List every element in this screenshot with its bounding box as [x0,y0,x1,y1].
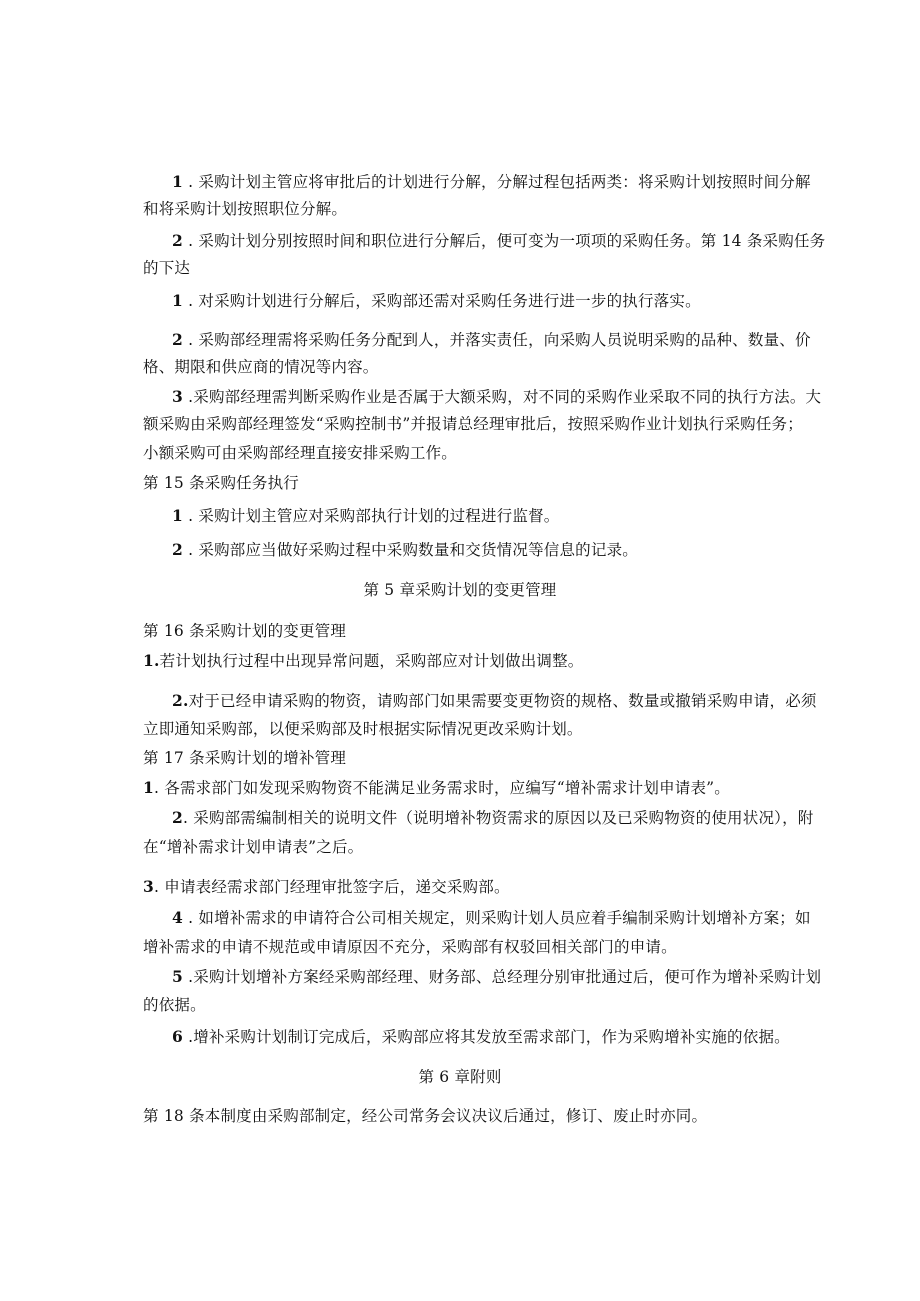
chapter-title-text: 第 6 章附则 [418,1068,502,1086]
article-15-item-1 [172,506,559,526]
task-item-3-line-1 [172,387,821,407]
item-number: 3 [172,387,183,406]
item-number: 5 [172,967,183,986]
article-16-item-2-line-2 [143,719,583,739]
line-text: . 申请表经需求部门经理审批签字后，递交采购部。 [154,878,510,896]
heading-text: 第 16 条采购计划的变更管理 [143,622,347,640]
heading-text: 第 15 条采购任务执行 [143,474,299,492]
line-text: 额采购由采购部经理签发“采购控制书”并报请总经理审批后，按照采购作业计划执行采购任务； [143,415,803,433]
item-number: 1 [172,291,183,310]
chapter-5-title [0,580,920,600]
item-number: 3 [143,877,154,896]
heading-text: 第 17 条采购计划的增补管理 [143,749,347,767]
chapter-title-text: 第 5 章采购计划的变更管理 [363,581,557,599]
article-16-item-2-line-1 [172,691,817,711]
article-17-item-3 [143,877,510,897]
line-text: 对于已经申请采购的物资，请购部门如果需要变更物资的规格、数量或撤销采购申请，必须 [188,692,817,710]
line-text: . 采购部应当做好采购过程中采购数量和交货情况等信息的记录。 [183,541,638,559]
para-14-item-2-line-2 [143,258,190,278]
line-text: 立即通知采购部，以便采购部及时根据实际情况更改采购计划。 [143,720,583,738]
article-16-heading [143,621,346,641]
line-text: .增补采购计划制订完成后，采购部应将其发放至需求部门，作为采购增补实施的依据。 [183,1028,790,1046]
item-number: 6 [172,1027,183,1046]
para-14-item-2-line-1 [172,231,825,251]
line-text: . 采购计划分别按照时间和职位进行分解后，便可变为一项项的采购任务。第 14 条采购任务 [183,232,826,250]
article-18 [143,1106,707,1126]
line-text: 的下达 [143,259,191,277]
article-17-item-4-line-1 [172,908,811,928]
item-number: 1 [172,506,183,525]
article-17-item-5-line-2 [143,995,206,1015]
item-number: 2. [172,691,189,710]
task-item-3-line-2 [143,414,803,434]
item-number: 2 [172,330,183,349]
article-15-heading [143,473,299,493]
line-text: . 采购部需编制相关的说明文件（说明增补物资需求的原因以及已采购物资的使用状况），附 [183,809,814,827]
line-text: 的依据。 [143,996,206,1014]
article-17-item-2-line-2 [143,837,363,857]
item-number: 1. [143,651,160,670]
article-16-item-1 [143,651,584,671]
article-17-item-5-line-1 [172,967,821,987]
task-item-1 [172,291,701,311]
para-14-item-1-line-1 [172,172,811,192]
line-text: 增补需求的申请不规范或申请原因不充分，采购部有权驳回相关部门的申请。 [143,938,677,956]
item-number: 1 [143,778,154,797]
line-text: .采购计划增补方案经采购部经理、财务部、总经理分别审批通过后，便可作为增补采购计划 [183,968,822,986]
chapter-6-title [0,1067,920,1087]
line-text: . 如增补需求的申请符合公司相关规定，则采购计划人员应着手编制采购计划增补方案；如 [183,909,811,927]
line-text: 第 18 条本制度由采购部制定，经公司常务会议决议后通过，修订、废止时亦同。 [143,1107,708,1125]
para-14-item-1-line-2 [143,199,347,219]
article-17-item-4-line-2 [143,937,677,957]
item-number: 1 [172,172,183,191]
article-17-item-1 [143,778,730,798]
item-number: 2 [172,231,183,250]
task-item-2-line-2 [143,357,379,377]
line-text: . 对采购计划进行分解后，采购部还需对采购任务进行进一步的执行落实。 [183,292,701,310]
line-text: . 采购部经理需将采购任务分配到人，并落实责任，向采购人员说明采购的品种、数量、价 [183,331,811,349]
line-text: 在“增补需求计划申请表”之后。 [143,838,364,856]
task-item-2-line-1 [172,330,811,350]
article-17-item-2-line-1 [172,808,814,828]
task-item-3-line-3 [143,443,457,463]
line-text: . 各需求部门如发现采购物资不能满足业务需求时，应编写“增补需求计划申请表”。 [154,779,731,797]
line-text: .采购部经理需判断采购作业是否属于大额采购，对不同的采购作业采取不同的执行方法。大 [183,388,822,406]
item-number: 4 [172,908,183,927]
item-number: 2 [172,540,183,559]
article-15-item-2 [172,540,638,560]
article-17-heading [143,748,346,768]
item-number: 2 [172,808,183,827]
article-17-item-6 [172,1027,790,1047]
line-text: . 采购计划主管应对采购部执行计划的过程进行监督。 [183,507,560,525]
line-text: 小额采购可由采购部经理直接安排采购工作。 [143,444,458,462]
line-text: . 采购计划主管应将审批后的计划进行分解，分解过程包括两类：将采购计划按照时间分解 [183,173,811,191]
line-text: 和将采购计划按照职位分解。 [143,200,348,218]
line-text: 格、期限和供应商的情况等内容。 [143,358,379,376]
line-text: 若计划执行过程中出现异常问题，采购部应对计划做出调整。 [159,652,584,670]
